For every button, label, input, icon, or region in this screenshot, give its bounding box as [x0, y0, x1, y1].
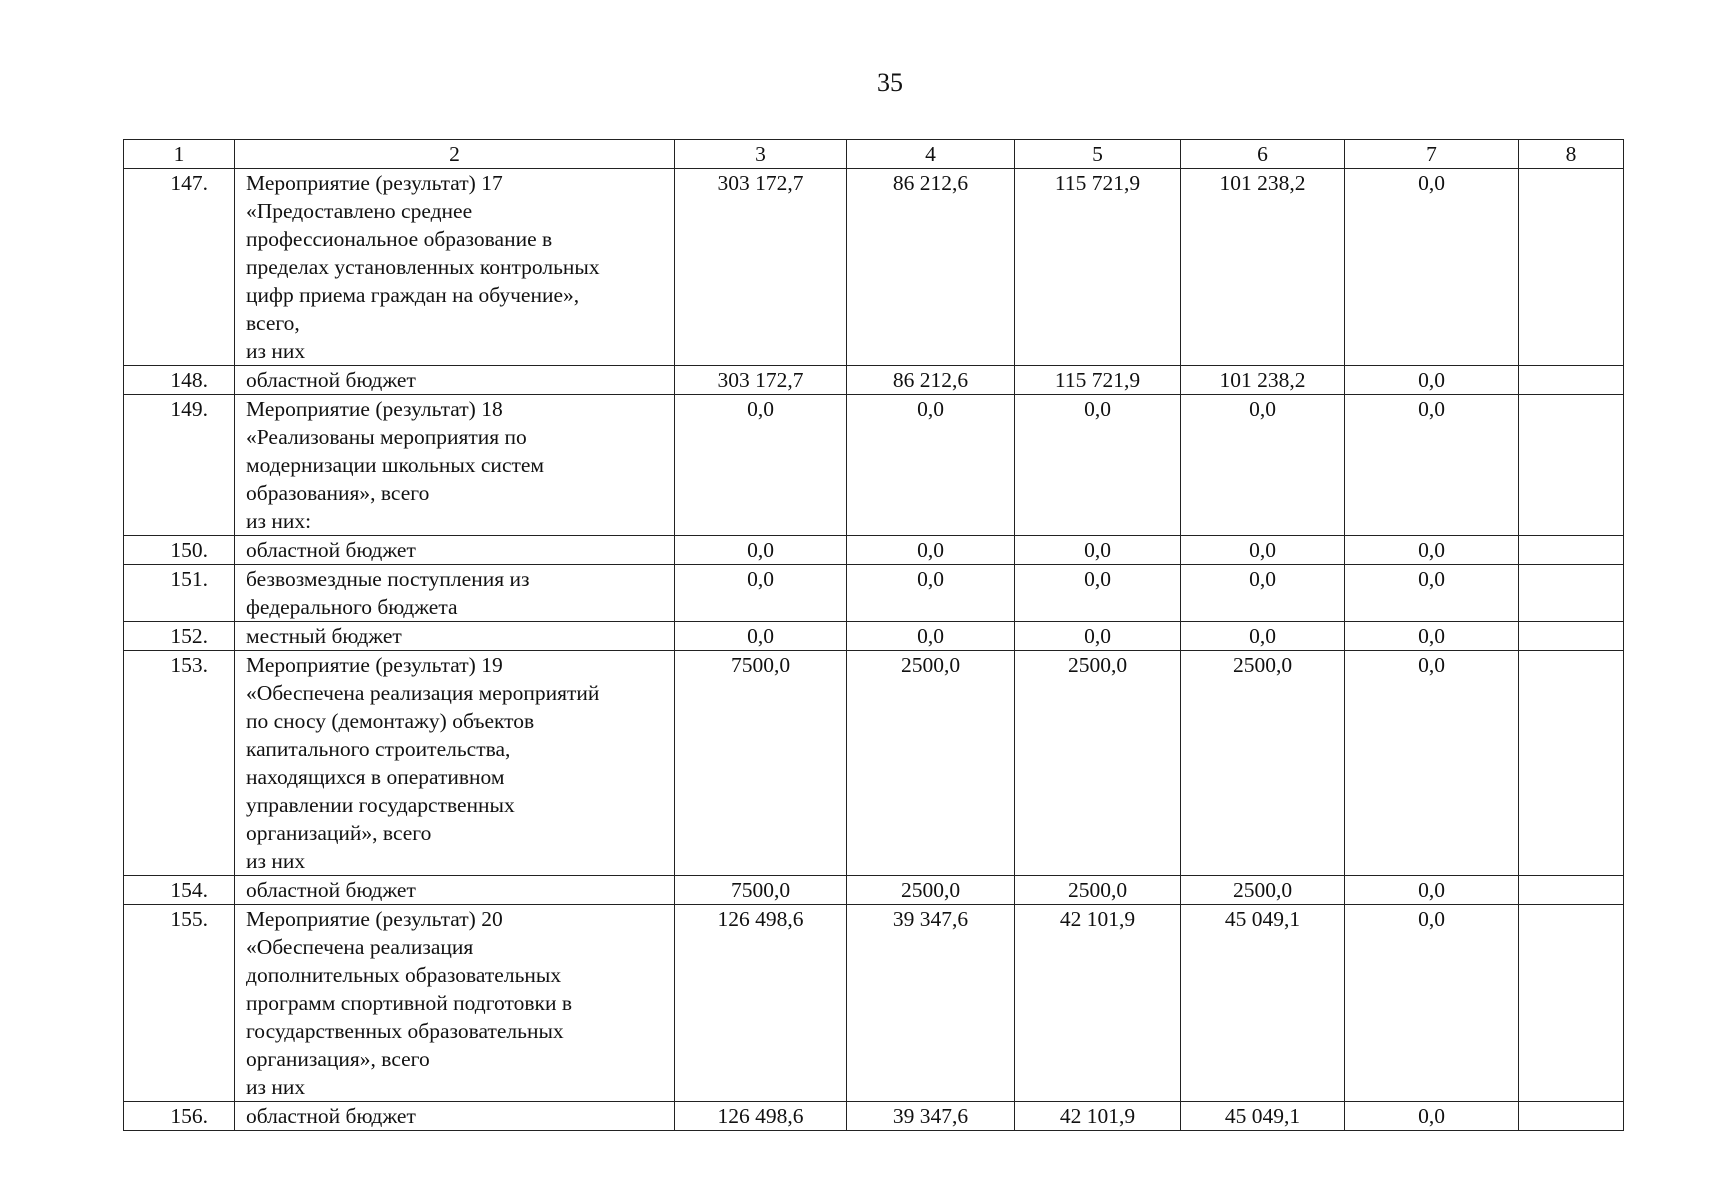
description-line: областной бюджет — [246, 1104, 416, 1128]
page-number: 35 — [877, 68, 903, 97]
row-number-cell: 156. — [124, 1102, 235, 1131]
description-line: модернизации школьных систем — [246, 453, 545, 477]
description-cell — [235, 876, 675, 905]
description-line: «Предоставлено среднее — [246, 199, 473, 223]
value-cell-col-3: 0,0 — [675, 536, 847, 565]
value-cell-col-8 — [1519, 651, 1624, 876]
value-cell-col-6: 101 238,2 — [1181, 366, 1345, 395]
description-cell — [235, 905, 675, 1102]
value-cell-col-3: 7500,0 — [675, 651, 847, 876]
description-line: областной бюджет — [246, 538, 416, 562]
value-cell-col-4: 0,0 — [847, 622, 1015, 651]
description-line: управлении государственных — [246, 793, 515, 817]
value-cell-col-3: 7500,0 — [675, 876, 847, 905]
value-cell-col-7: 0,0 — [1345, 565, 1519, 622]
value-cell-col-6: 101 238,2 — [1181, 169, 1345, 366]
value-cell-col-8 — [1519, 622, 1624, 651]
description-line: Мероприятие (результат) 19 — [246, 653, 503, 677]
value-cell-col-8 — [1519, 905, 1624, 1102]
table-row — [124, 395, 1624, 536]
row-number-cell: 147. — [124, 169, 235, 366]
table-row — [124, 565, 1624, 622]
value-cell-col-4: 2500,0 — [847, 651, 1015, 876]
budget-table — [123, 139, 1624, 1131]
description-line: по сносу (демонтажу) объектов — [246, 709, 535, 733]
value-cell-col-8 — [1519, 536, 1624, 565]
row-number-cell: 150. — [124, 536, 235, 565]
description-line: пределах установленных контрольных — [246, 255, 600, 279]
description-line: из них — [246, 1075, 306, 1099]
header-cell: 6 — [1181, 140, 1345, 169]
value-cell-col-7: 0,0 — [1345, 622, 1519, 651]
description-line: организация», всего — [246, 1047, 430, 1071]
value-cell-col-4: 86 212,6 — [847, 169, 1015, 366]
value-cell-col-8 — [1519, 565, 1624, 622]
description-line: «Обеспечена реализация мероприятий — [246, 681, 600, 705]
description-line: из них — [246, 339, 306, 363]
description-cell — [235, 395, 675, 536]
header-cell: 1 — [124, 140, 235, 169]
value-cell-col-6: 0,0 — [1181, 536, 1345, 565]
value-cell-col-4: 39 347,6 — [847, 1102, 1015, 1131]
description-line: дополнительных образовательных — [246, 963, 562, 987]
value-cell-col-3: 0,0 — [675, 395, 847, 536]
value-cell-col-5: 0,0 — [1015, 622, 1181, 651]
table-body — [124, 169, 1624, 1131]
description-cell — [235, 536, 675, 565]
value-cell-col-8 — [1519, 876, 1624, 905]
description-cell — [235, 565, 675, 622]
value-cell-col-7: 0,0 — [1345, 395, 1519, 536]
description-line: «Обеспечена реализация — [246, 935, 474, 959]
description-line: образования», всего — [246, 481, 430, 505]
header-cell: 2 — [235, 140, 675, 169]
table-row — [124, 876, 1624, 905]
row-number-cell: 148. — [124, 366, 235, 395]
table-row — [124, 1102, 1624, 1131]
description-line: из них — [246, 849, 306, 873]
description-cell — [235, 366, 675, 395]
header-cell: 3 — [675, 140, 847, 169]
description-cell — [235, 651, 675, 876]
description-line: Мероприятие (результат) 18 — [246, 397, 503, 421]
value-cell-col-4: 39 347,6 — [847, 905, 1015, 1102]
value-cell-col-5: 115 721,9 — [1015, 366, 1181, 395]
value-cell-col-5: 2500,0 — [1015, 651, 1181, 876]
value-cell-col-6: 2500,0 — [1181, 876, 1345, 905]
description-cell — [235, 169, 675, 366]
table-row — [124, 169, 1624, 366]
description-line: Мероприятие (результат) 20 — [246, 907, 503, 931]
description-line: федерального бюджета — [246, 595, 458, 619]
row-number-cell: 154. — [124, 876, 235, 905]
value-cell-col-8 — [1519, 1102, 1624, 1131]
value-cell-col-3: 126 498,6 — [675, 905, 847, 1102]
row-number-cell: 149. — [124, 395, 235, 536]
description-line: из них: — [246, 509, 312, 533]
value-cell-col-4: 0,0 — [847, 565, 1015, 622]
value-cell-col-7: 0,0 — [1345, 876, 1519, 905]
value-cell-col-7: 0,0 — [1345, 651, 1519, 876]
table-row — [124, 536, 1624, 565]
description-line: капитального строительства, — [246, 737, 511, 761]
value-cell-col-3: 303 172,7 — [675, 169, 847, 366]
value-cell-col-3: 0,0 — [675, 565, 847, 622]
value-cell-col-4: 0,0 — [847, 536, 1015, 565]
header-cell: 7 — [1345, 140, 1519, 169]
value-cell-col-8 — [1519, 366, 1624, 395]
description-line: местный бюджет — [246, 624, 402, 648]
value-cell-col-6: 0,0 — [1181, 395, 1345, 536]
value-cell-col-7: 0,0 — [1345, 536, 1519, 565]
description-line: программ спортивной подготовки в — [246, 991, 572, 1015]
value-cell-col-6: 45 049,1 — [1181, 905, 1345, 1102]
description-line: профессиональное образование в — [246, 227, 553, 251]
header-cell: 8 — [1519, 140, 1624, 169]
description-line: организаций», всего — [246, 821, 432, 845]
description-line: находящихся в оперативном — [246, 765, 505, 789]
value-cell-col-4: 86 212,6 — [847, 366, 1015, 395]
description-line: государственных образовательных — [246, 1019, 564, 1043]
value-cell-col-4: 0,0 — [847, 395, 1015, 536]
row-number-cell: 153. — [124, 651, 235, 876]
row-number-cell: 152. — [124, 622, 235, 651]
table-row — [124, 905, 1624, 1102]
description-line: безвозмездные поступления из — [246, 567, 530, 591]
description-line: Мероприятие (результат) 17 — [246, 171, 503, 195]
description-cell — [235, 622, 675, 651]
table-row — [124, 622, 1624, 651]
table-row — [124, 366, 1624, 395]
value-cell-col-7: 0,0 — [1345, 169, 1519, 366]
value-cell-col-7: 0,0 — [1345, 366, 1519, 395]
value-cell-col-5: 2500,0 — [1015, 876, 1181, 905]
value-cell-col-6: 0,0 — [1181, 622, 1345, 651]
value-cell-col-5: 0,0 — [1015, 565, 1181, 622]
value-cell-col-6: 2500,0 — [1181, 651, 1345, 876]
description-line: цифр приема граждан на обучение», — [246, 283, 580, 307]
value-cell-col-8 — [1519, 395, 1624, 536]
value-cell-col-5: 42 101,9 — [1015, 1102, 1181, 1131]
value-cell-col-7: 0,0 — [1345, 905, 1519, 1102]
description-line: областной бюджет — [246, 368, 416, 392]
value-cell-col-3: 0,0 — [675, 622, 847, 651]
header-cell: 5 — [1015, 140, 1181, 169]
value-cell-col-3: 126 498,6 — [675, 1102, 847, 1131]
value-cell-col-7: 0,0 — [1345, 1102, 1519, 1131]
description-cell — [235, 1102, 675, 1131]
description-line: «Реализованы мероприятия по — [246, 425, 527, 449]
row-number-cell: 155. — [124, 905, 235, 1102]
value-cell-col-6: 45 049,1 — [1181, 1102, 1345, 1131]
value-cell-col-6: 0,0 — [1181, 565, 1345, 622]
description-line: всего, — [246, 311, 300, 335]
row-number-cell: 151. — [124, 565, 235, 622]
header-cell: 4 — [847, 140, 1015, 169]
value-cell-col-5: 115 721,9 — [1015, 169, 1181, 366]
value-cell-col-4: 2500,0 — [847, 876, 1015, 905]
value-cell-col-5: 42 101,9 — [1015, 905, 1181, 1102]
header-row — [124, 140, 1624, 169]
table-row — [124, 651, 1624, 876]
description-line: областной бюджет — [246, 878, 416, 902]
value-cell-col-5: 0,0 — [1015, 536, 1181, 565]
value-cell-col-3: 303 172,7 — [675, 366, 847, 395]
value-cell-col-5: 0,0 — [1015, 395, 1181, 536]
value-cell-col-8 — [1519, 169, 1624, 366]
